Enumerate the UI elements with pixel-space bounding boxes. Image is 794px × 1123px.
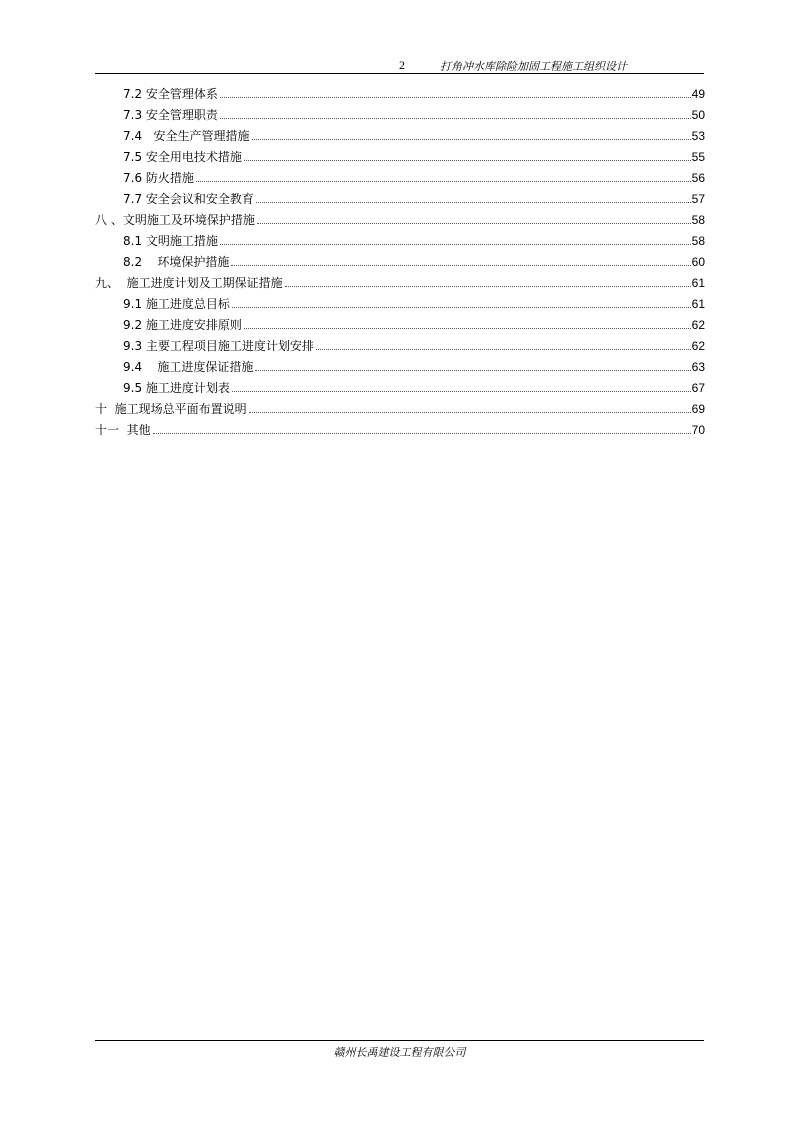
toc-entry-label: 9.1 施工进度总目标: [123, 297, 230, 311]
dot-leader: [220, 96, 691, 98]
toc-entry-label: 7.4 安全生产管理措施: [123, 129, 250, 143]
toc-entry-page: 67: [691, 381, 705, 395]
toc-entry-page: 60: [691, 255, 705, 269]
dot-leader: [244, 159, 691, 161]
toc-entry[interactable]: [95, 422, 705, 443]
toc-entry-page: 50: [691, 108, 705, 122]
toc-entry-label: 十 施工现场总平面布置说明: [95, 402, 247, 416]
toc-entry-label: 9.5 施工进度计划表: [123, 381, 230, 395]
dot-leader: [249, 411, 691, 413]
dot-leader: [285, 285, 691, 287]
toc-entry-page: 53: [691, 129, 705, 143]
toc-entry[interactable]: [95, 275, 705, 296]
toc-entry[interactable]: [95, 296, 705, 317]
toc-entry[interactable]: [95, 107, 705, 128]
toc-entry-page: 61: [691, 297, 705, 311]
dot-leader: [153, 432, 691, 434]
toc-entry-label: 8.1 文明施工措施: [123, 234, 218, 248]
toc-entry-label: 8.2 环境保护措施: [123, 255, 230, 269]
toc-entry-page: 49: [691, 87, 705, 101]
toc-entry-page: 58: [691, 234, 705, 248]
dot-leader: [316, 348, 691, 350]
toc-entry[interactable]: [95, 338, 705, 359]
toc-entry-page: 58: [691, 213, 705, 227]
dot-leader: [232, 390, 691, 392]
toc-entry-page: 62: [691, 318, 705, 332]
toc-entry-page: 69: [691, 402, 705, 416]
dot-leader: [232, 306, 691, 308]
toc-entry[interactable]: [95, 191, 705, 212]
toc-entry-label: 7.7 安全会议和安全教育: [123, 192, 254, 206]
toc-entry[interactable]: [95, 86, 705, 107]
toc-entry-page: 63: [691, 360, 705, 374]
toc-entry-page: 62: [691, 339, 705, 353]
toc-entry-label: 7.3 安全管理职责: [123, 108, 218, 122]
toc-entry-page: 55: [691, 150, 705, 164]
toc-entry-label: 9.4 施工进度保证措施: [123, 360, 254, 374]
toc-entry[interactable]: [95, 212, 705, 233]
toc-entry-label: 7.6 防火措施: [123, 171, 194, 185]
toc-entry[interactable]: [95, 380, 705, 401]
toc-entry[interactable]: [95, 170, 705, 191]
dot-leader: [257, 222, 691, 224]
page-number: 2: [399, 58, 405, 72]
toc-entry-label: 9.3 主要工程项目施工进度计划安排: [123, 339, 314, 353]
toc-entry-label: 9.2 施工进度安排原则: [123, 318, 242, 332]
toc-entry-label: 十一 其他: [95, 423, 151, 437]
page-footer: [95, 1040, 704, 1059]
toc-entry-page: 70: [691, 423, 705, 437]
toc-entry-page: 61: [691, 276, 705, 290]
dot-leader: [220, 117, 691, 119]
toc-entry[interactable]: [95, 401, 705, 422]
toc-entry-label: 九、 施工进度计划及工期保证措施: [95, 276, 283, 290]
dot-leader: [255, 369, 690, 371]
toc-entry[interactable]: [95, 317, 705, 338]
dot-leader: [252, 138, 691, 140]
document-title: 打角冲水库除险加固工程施工组织设计: [440, 60, 627, 73]
dot-leader: [244, 327, 691, 329]
toc-entry[interactable]: [95, 359, 705, 380]
toc-entry[interactable]: [95, 254, 705, 275]
toc-entry-page: 57: [691, 192, 705, 206]
dot-leader: [196, 180, 691, 182]
toc-entry-label: 7.2 安全管理体系: [123, 87, 218, 101]
toc-entry-label: 八 、文明施工及环境保护措施: [95, 213, 255, 227]
toc-entry[interactable]: [95, 128, 705, 149]
dot-leader: [231, 264, 690, 266]
toc-entry[interactable]: [95, 233, 705, 254]
dot-leader: [220, 243, 691, 245]
table-of-contents: [95, 86, 705, 443]
page-header: [95, 56, 704, 74]
company-name: 赣州长禹建设工程有限公司: [333, 1046, 466, 1059]
dot-leader: [256, 201, 691, 203]
toc-entry-label: 7.5 安全用电技术措施: [123, 150, 242, 164]
toc-entry[interactable]: [95, 149, 705, 170]
toc-entry-page: 56: [691, 171, 705, 185]
